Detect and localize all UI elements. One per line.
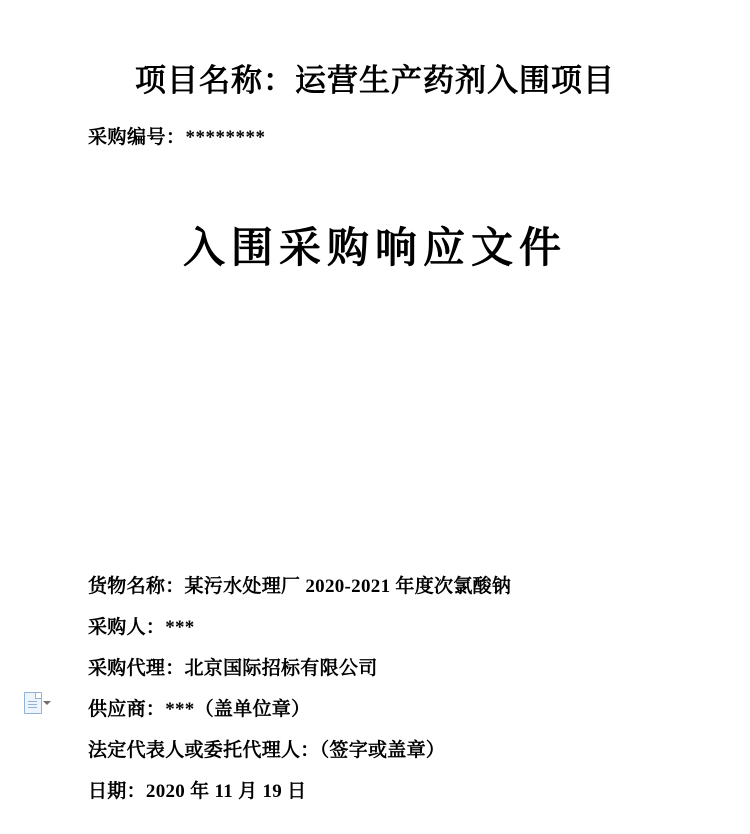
chevron-down-icon[interactable]	[43, 701, 51, 705]
info-row-date: 日期：2020 年 11 月 19 日	[88, 781, 307, 802]
document-anchor-icon[interactable]	[24, 692, 50, 714]
purchase-number: 采购编号：********	[88, 127, 266, 148]
info-row-purchaser: 采购人：***	[88, 617, 195, 638]
document-anchor-line	[28, 707, 37, 708]
info-row-goods-name: 货物名称：某污水处理厂 2020-2021 年度次氯酸钠	[88, 576, 512, 597]
document-info-block	[88, 566, 688, 812]
info-row-legal-rep: 法定代表人或委托代理人：（签字或盖章）	[88, 740, 446, 761]
page-title: 项目名称：运营生产药剂入围项目	[135, 63, 615, 98]
info-row-supplier: 供应商：***（盖单位章）	[88, 699, 311, 720]
info-row-purchasing-agent: 采购代理：北京国际招标有限公司	[88, 658, 378, 679]
document-heading: 入围采购响应文件	[182, 226, 567, 272]
document-anchor-page-shape	[24, 692, 42, 714]
document-anchor-line	[28, 704, 37, 705]
document-anchor-line	[28, 701, 37, 702]
